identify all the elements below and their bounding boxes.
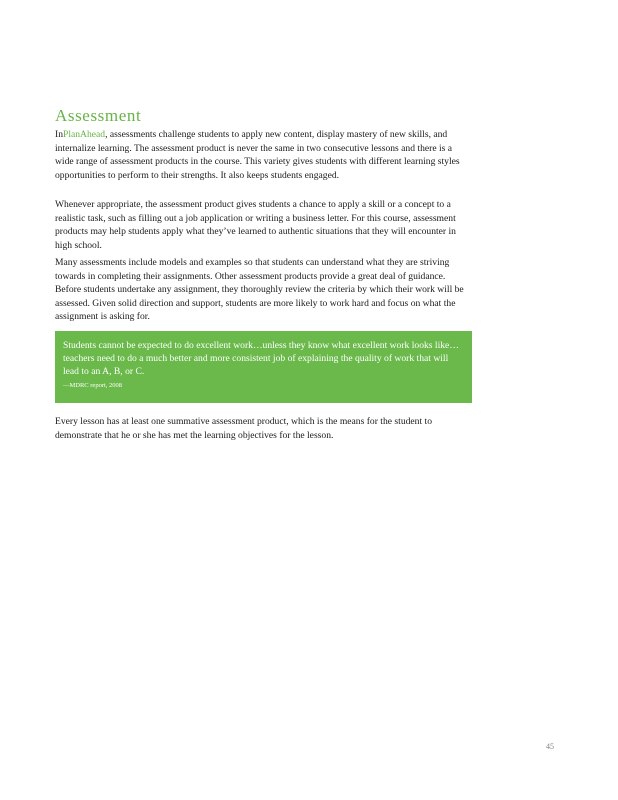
callout-source: —MDRC report, 2008	[63, 382, 123, 389]
paragraph-intro-text: , assessments challenge students to apply new content, display mastery of new skills, and internalize learning. The assessment product is never the same in two consecutive lessons and there is a wide range of assessment products in the course. This variety gives students with different learning styles opportunities to perform to their strengths. It also keeps students engaged.	[55, 129, 460, 181]
paragraph-summative: Every lesson has at least one summative assessment product, which is the means for the student to demonstrate that he or she has met the learning objectives for the lesson.	[55, 416, 433, 441]
paragraph-intro	[55, 128, 470, 182]
brand-name: PlanAhead	[63, 129, 106, 140]
paragraph-realistic-tasks: Whenever appropriate, the assessment product gives students a chance to apply a skill or a concept to a realistic task, such as filling out a job application or writing a business letter. For this course, assessment products may help students apply what they’ve learned to authentic situations that they will encounter in high school.	[55, 199, 456, 251]
paragraph-models-examples: Many assessments include models and examples so that students can understand what they are striving towards in completing their assignments. Other assessment products provide a great deal of guidance. Before students undertake any assignment, they thoroughly review the criteria by which their work will be assessed. Given solid direction and support, students are more likely to work hard and focus on what the assignment is asking for.	[55, 257, 464, 322]
quote-callout-box	[55, 331, 472, 403]
page-number: 45	[546, 742, 554, 751]
section-heading: Assessment	[55, 106, 142, 125]
paragraph-intro-prefix: In	[55, 129, 63, 140]
callout-quote: Students cannot be expected to do excellent work…unless they know what excellent work looks like…teachers need to do a much better and more consistent job of explaining the quality of work that will lead to an A, B, or C.	[63, 340, 459, 377]
